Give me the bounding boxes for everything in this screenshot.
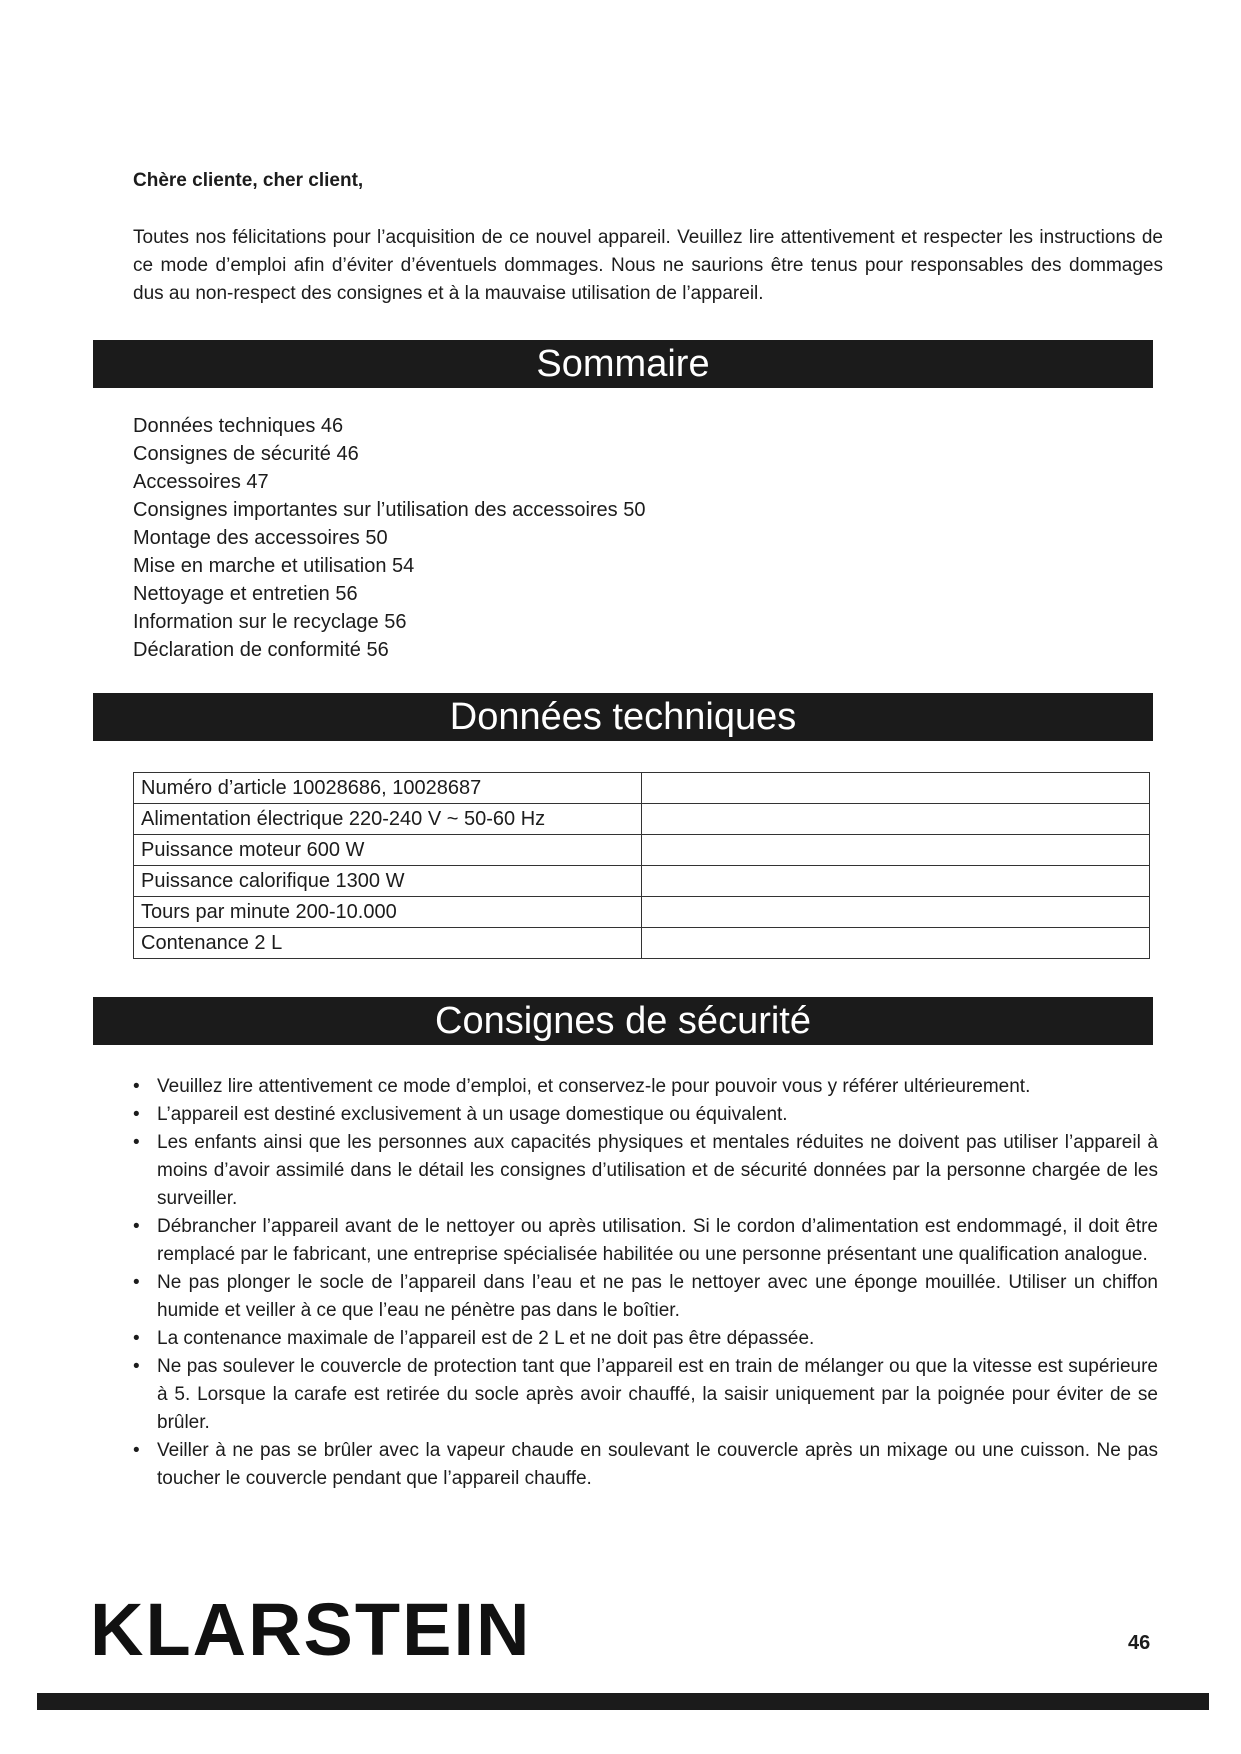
list-item xyxy=(133,1325,1158,1353)
safety-text: Veiller à ne pas se brûler avec la vapeur chaude en soulevant le couvercle après un mixage ou une cuisson. Ne pas toucher le couvercle pendant que l’appareil chauffe. xyxy=(157,1440,1158,1489)
safety-list xyxy=(133,1073,1158,1493)
bullet-icon: • xyxy=(133,1216,140,1237)
section-header-technical: Données techniques xyxy=(93,693,1153,741)
safety-text: Ne pas plonger le socle de l’appareil dans l’eau et ne pas le nettoyer avec une éponge mouillée. Utiliser un chiffon humide et veiller à ce que l’eau ne pénètre pas dans le boîtier. xyxy=(157,1272,1158,1321)
safety-text: Ne pas soulever le couvercle de protection tant que l’appareil est en train de mélanger ou que la vitesse est supérieure à 5. Lorsque la carafe est retirée du socle après avoir chauffé, la saisir uniquement par la poignée pour éviter de se brûler. xyxy=(157,1356,1158,1433)
safety-text: Débrancher l’appareil avant de le nettoyer ou après utilisation. Si le cordon d’alimentation est endommagé, il doit être remplacé par le fabricant, une entreprise spécialisée habilitée ou une personne présentant une qualification analogue. xyxy=(157,1216,1158,1265)
technical-data-table xyxy=(133,772,1150,959)
list-item xyxy=(133,1437,1158,1493)
toc-item: Mise en marche et utilisation 54 xyxy=(133,555,415,577)
tech-value xyxy=(642,773,1150,804)
list-item xyxy=(133,1269,1158,1325)
safety-text: La contenance maximale de l’appareil est de 2 L et ne doit pas être dépassée. xyxy=(157,1328,815,1349)
section-header-summary: Sommaire xyxy=(93,340,1153,388)
table-row xyxy=(134,835,1150,866)
table-row xyxy=(134,897,1150,928)
toc-item: Données techniques 46 xyxy=(133,415,344,437)
tech-value xyxy=(642,897,1150,928)
section-header-safety: Consignes de sécurité xyxy=(93,997,1153,1045)
tech-value xyxy=(642,835,1150,866)
bullet-icon: • xyxy=(133,1356,140,1377)
tech-value xyxy=(642,866,1150,897)
bullet-icon: • xyxy=(133,1104,140,1125)
tech-label: Tours par minute 200-10.000 xyxy=(134,897,642,928)
safety-text: L’appareil est destiné exclusivement à un usage domestique ou équivalent. xyxy=(157,1104,788,1125)
toc-item: Consignes de sécurité 46 xyxy=(133,443,359,465)
toc-item: Consignes importantes sur l’utilisation des accessoires 50 xyxy=(133,499,646,521)
toc-item: Nettoyage et entretien 56 xyxy=(133,583,358,605)
toc-item: Déclaration de conformité 56 xyxy=(133,639,389,661)
table-row xyxy=(134,804,1150,835)
bullet-icon: • xyxy=(133,1132,140,1153)
tech-label: Puissance calorifique 1300 W xyxy=(134,866,642,897)
tech-label: Alimentation électrique 220-240 V ~ 50-60 Hz xyxy=(134,804,642,835)
bullet-icon: • xyxy=(133,1076,140,1097)
tech-value xyxy=(642,928,1150,959)
table-row xyxy=(134,866,1150,897)
list-item xyxy=(133,1101,1158,1129)
safety-text: Les enfants ainsi que les personnes aux capacités physiques et mentales réduites ne doivent pas utiliser l’appareil à moins d’avoir assimilé dans le détail les consignes d’utilisation et de sécurité données par la personne chargée de les surveiller. xyxy=(157,1132,1158,1209)
table-row xyxy=(134,773,1150,804)
footer-bar xyxy=(37,1693,1209,1710)
table-row xyxy=(134,928,1150,959)
list-item xyxy=(133,1073,1158,1101)
toc-item: Montage des accessoires 50 xyxy=(133,527,388,549)
page-number: 46 xyxy=(1128,1632,1151,1654)
list-item xyxy=(133,1213,1158,1269)
toc-item: Accessoires 47 xyxy=(133,471,269,493)
tech-label: Contenance 2 L xyxy=(134,928,642,959)
bullet-icon: • xyxy=(133,1440,140,1461)
safety-text: Veuillez lire attentivement ce mode d’emploi, et conservez-le pour pouvoir vous y référer ultérieurement. xyxy=(157,1076,1031,1097)
bullet-icon: • xyxy=(133,1272,140,1293)
tech-value xyxy=(642,804,1150,835)
tech-label: Puissance moteur 600 W xyxy=(134,835,642,866)
greeting: Chère cliente, cher client, xyxy=(133,170,364,191)
tech-label: Numéro d’article 10028686, 10028687 xyxy=(134,773,642,804)
toc-item: Information sur le recyclage 56 xyxy=(133,611,407,633)
bullet-icon: • xyxy=(133,1328,140,1349)
list-item xyxy=(133,1353,1158,1437)
brand-logo: KLARSTEIN xyxy=(90,1588,532,1671)
list-item xyxy=(133,1129,1158,1213)
table-of-contents xyxy=(133,412,645,664)
intro-paragraph: Toutes nos félicitations pour l’acquisition de ce nouvel appareil. Veuillez lire attentivement et respecter les instructions de ce mode d’emploi afin d’éviter d’éventuels dommages. Nous ne saurions être tenus pour responsables des dommages dus au non-respect des consignes et à la mauvaise utilisation de l’appareil. xyxy=(133,227,1163,304)
